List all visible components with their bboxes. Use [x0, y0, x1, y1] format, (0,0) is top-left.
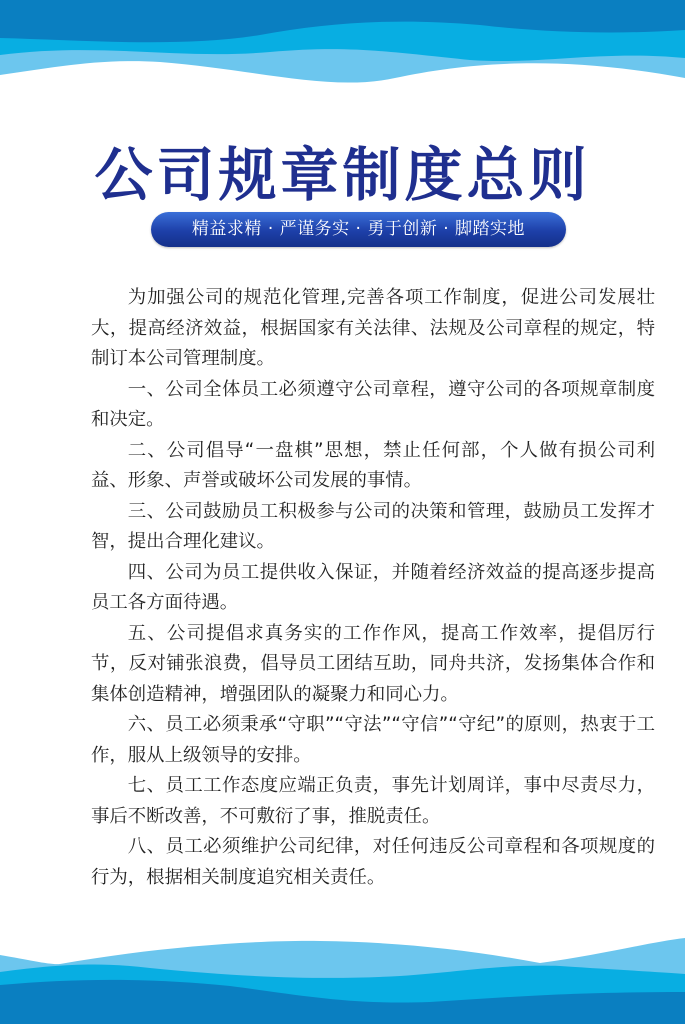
top-wave-decoration [0, 0, 685, 120]
rule-1: 一、公司全体员工必须遵守公司章程，遵守公司的各项规章制度和决定。 [91, 378, 655, 430]
page-title: 公司规章制度总则 [94, 141, 591, 209]
rule-3: 三、公司鼓励员工积极参与公司的决策和管理，鼓励员工发挥才智，提出合理化建议。 [91, 500, 655, 552]
rule-8: 八、员工必须维护公司纪律，对任何违反公司章程和各项规度的行为，根据相关制度追究相关责任。 [91, 836, 655, 888]
rule-4: 四、公司为员工提供收入保证，并随着经济效益的提高逐步提高员工各方面待遇。 [91, 561, 655, 613]
intro-paragraph: 为加强公司的规范化管理,完善各项工作制度，促进公司发展壮大，提高经济效益，根据国家有关法律、法规及公司章程的规定，特制订本公司管理制度。 [91, 287, 655, 369]
rule-7: 七、员工工作态度应端正负责，事先计划周详，事中尽责尽力，事后不断改善，不可敷衍了事，推脱责任。 [91, 775, 655, 827]
regulations-body [91, 283, 655, 893]
rule-6: 六、员工必须秉承“守职”“守法”“守信”“守纪”的原则，热衷于工作，服从上级领导的安排。 [91, 714, 655, 766]
rule-2: 二、公司倡导“一盘棋”思想，禁止任何部，个人做有损公司利益、形象、声誉或破坏公司发展的事情。 [91, 439, 655, 491]
bottom-wave-decoration [0, 900, 685, 1024]
rule-5: 五、公司提倡求真务实的工作作风，提高工作效率，提倡厉行节，反对铺张浪费，倡导员工团结互助，同舟共济，发扬集体合作和集体创造精神，增强团队的凝聚力和同心力。 [91, 622, 655, 705]
tagline-banner: 精益求精 · 严谨务实 · 勇于创新 · 脚踏实地 [151, 212, 566, 247]
